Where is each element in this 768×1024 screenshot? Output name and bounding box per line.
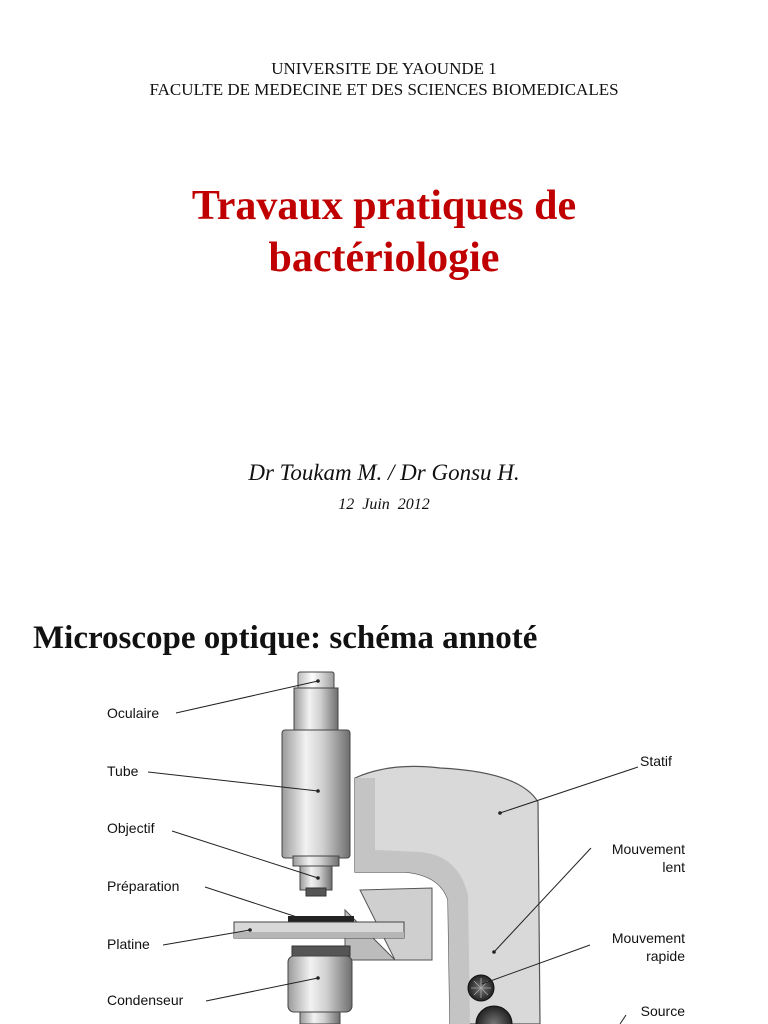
- label-mouvement-rapide-1: Mouvement: [611, 930, 685, 946]
- label-mouvement-rapide-2: rapide: [646, 948, 685, 964]
- objectif-part: [300, 866, 332, 890]
- condenseur-part: [288, 956, 352, 1012]
- section-heading: Microscope optique: schéma annoté: [33, 620, 538, 656]
- label-mouvement-lent-1: Mouvement: [611, 841, 685, 857]
- title-line-1: Travaux pratiques de: [191, 183, 577, 229]
- label-platine: Platine: [107, 936, 150, 952]
- title-line-2: bactériologie: [268, 235, 500, 281]
- authors: Dr Toukam M. / Dr Gonsu H.: [248, 460, 520, 485]
- microscope-diagram: [0, 660, 768, 1024]
- page-title: [0, 180, 768, 284]
- label-condenseur: Condenseur: [107, 992, 184, 1008]
- label-statif: Statif: [640, 753, 672, 769]
- label-objectif: Objectif: [107, 820, 155, 836]
- date: 12 Juin 2012: [338, 496, 430, 513]
- label-oculaire: Oculaire: [107, 705, 160, 721]
- eyepiece-barrel: [294, 688, 338, 732]
- tube-part: [282, 730, 350, 858]
- institution-header: [0, 58, 768, 100]
- label-preparation: Préparation: [107, 878, 180, 894]
- faculty-name: FACULTE DE MEDECINE ET DES SCIENCES BIOMEDICALES: [149, 80, 619, 99]
- label-mouvement-lent-2: lent: [662, 859, 685, 875]
- label-source: Source: [640, 1003, 685, 1019]
- label-tube: Tube: [107, 763, 139, 779]
- university-name: UNIVERSITE DE YAOUNDE 1: [271, 59, 497, 78]
